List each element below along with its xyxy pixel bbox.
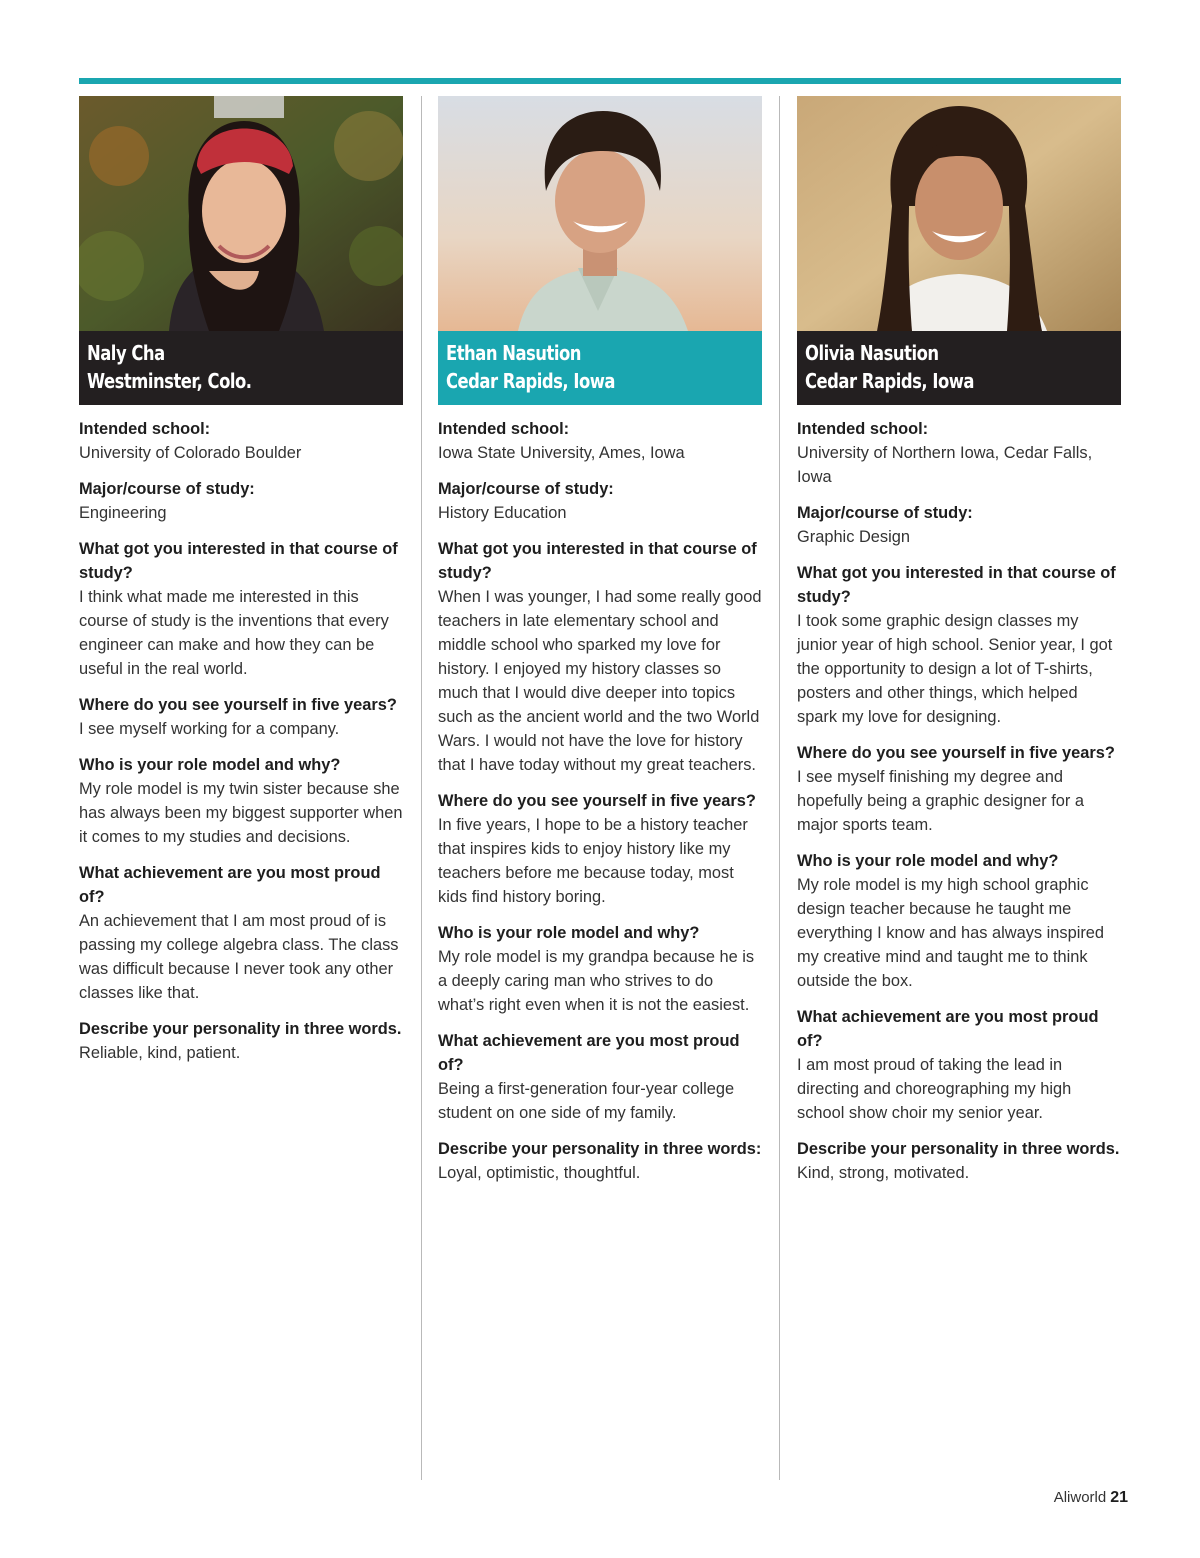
profile-location: Westminster, Colo. xyxy=(87,369,252,393)
qa-item xyxy=(79,753,403,849)
profile-name: Ethan Nasution xyxy=(446,341,581,365)
qa-item xyxy=(79,861,403,1005)
question: What achievement are you most proud of? xyxy=(79,864,381,906)
question: Major/course of study: xyxy=(79,480,255,498)
answer: University of Northern Iowa, Cedar Falls, Iowa xyxy=(797,444,1093,486)
question: Who is your role model and why? xyxy=(438,924,700,942)
profile-name: Naly Cha xyxy=(87,341,165,365)
profile-nameplate xyxy=(79,331,403,405)
answer: My role model is my high school graphic design teacher because he taught me everything I know and has always inspired my creative mind and taught me to think outside the box. xyxy=(797,876,1105,990)
qa-item xyxy=(438,789,762,909)
question: Where do you see yourself in five years? xyxy=(79,696,397,714)
profile-card xyxy=(797,96,1121,1197)
page-folio xyxy=(1054,1489,1128,1507)
qa-item xyxy=(797,1005,1121,1125)
qa-item xyxy=(797,741,1121,837)
question: Describe your personality in three words. xyxy=(79,1020,402,1038)
answer: My role model is my grandpa because he is a deeply caring man who strives to do what’s right even when it is not the easiest. xyxy=(438,948,755,1014)
page-number: 21 xyxy=(1110,1489,1128,1506)
publication-name: Aliworld xyxy=(1053,1489,1107,1506)
question: Describe your personality in three words. xyxy=(797,1140,1120,1158)
profile-photo xyxy=(79,96,403,331)
qa-item xyxy=(79,693,403,741)
question: Intended school: xyxy=(438,420,570,438)
question: Where do you see yourself in five years? xyxy=(797,744,1115,762)
qa-item xyxy=(438,537,762,777)
profile-nameplate xyxy=(797,331,1121,405)
answer: I think what made me interested in this course of study is the inventions that every engineer can make and how they can be useful in the real world. xyxy=(79,588,389,678)
question: Describe your personality in three words: xyxy=(438,1140,762,1158)
profile-photo xyxy=(797,96,1121,331)
profile-nameplate xyxy=(438,331,762,405)
column-divider xyxy=(779,96,780,1480)
question: Intended school: xyxy=(79,420,211,438)
qa-item xyxy=(797,1137,1121,1185)
question: What achievement are you most proud of? xyxy=(438,1032,740,1074)
qa-item xyxy=(438,921,762,1017)
profile-card xyxy=(438,96,762,1197)
answer: My role model is my twin sister because she has always been my biggest supporter when it comes to my studies and decisions. xyxy=(79,780,403,846)
question: What achievement are you most proud of? xyxy=(797,1008,1099,1050)
profile-photo xyxy=(438,96,762,331)
answer: I see myself finishing my degree and hopefully being a graphic designer for a major sports team. xyxy=(797,768,1085,834)
question: Where do you see yourself in five years? xyxy=(438,792,756,810)
profile-card xyxy=(79,96,403,1077)
qa-item xyxy=(79,417,403,465)
answer: I see myself working for a company. xyxy=(79,720,340,738)
question: What got you interested in that course of study? xyxy=(438,540,757,582)
qa-item xyxy=(797,417,1121,489)
answer: An achievement that I am most proud of is passing my college algebra class. The class was difficult because I never took any other classes like that. xyxy=(79,912,399,1002)
answer: I am most proud of taking the lead in directing and choreographing my high school show choir my senior year. xyxy=(797,1056,1072,1122)
qa-item xyxy=(797,849,1121,993)
answer: When I was younger, I had some really good teachers in late elementary school and middle school who sparked my love for history. I enjoyed my history classes so much that I would dive deeper into topics such as the ancient world and the two World Wars. I would not have the love for history that I have today without my great teachers. xyxy=(438,588,762,774)
question: Intended school: xyxy=(797,420,929,438)
answer: Loyal, optimistic, thoughtful. xyxy=(438,1164,641,1182)
answer: In five years, I hope to be a history teacher that inspires kids to enjoy history like my teachers before me because today, most kids find history boring. xyxy=(438,816,748,906)
qa-item xyxy=(438,477,762,525)
profile-name: Olivia Nasution xyxy=(805,341,939,365)
answer: I took some graphic design classes my junior year of high school. Senior year, I got the opportunity to design a lot of T-shirts, posters and other things, which helped spark my love for designing. xyxy=(797,612,1113,726)
answer: History Education xyxy=(438,504,567,522)
profile-location: Cedar Rapids, Iowa xyxy=(805,369,974,393)
column-divider xyxy=(421,96,422,1480)
answer: Engineering xyxy=(79,504,167,522)
qa-item xyxy=(438,1137,762,1185)
answer: Graphic Design xyxy=(797,528,910,546)
qa-item xyxy=(438,1029,762,1125)
answer: Iowa State University, Ames, Iowa xyxy=(438,444,685,462)
qa-item xyxy=(79,537,403,681)
answer: Kind, strong, motivated. xyxy=(797,1164,970,1182)
qa-item xyxy=(79,477,403,525)
question: Who is your role model and why? xyxy=(79,756,341,774)
question: Major/course of study: xyxy=(438,480,614,498)
qa-item xyxy=(797,561,1121,729)
question: What got you interested in that course of study? xyxy=(797,564,1116,606)
answer: University of Colorado Boulder xyxy=(79,444,302,462)
question: Major/course of study: xyxy=(797,504,973,522)
qa-item xyxy=(438,417,762,465)
question: What got you interested in that course of study? xyxy=(79,540,398,582)
answer: Being a first-generation four-year college student on one side of my family. xyxy=(438,1080,735,1122)
profile-location: Cedar Rapids, Iowa xyxy=(446,369,615,393)
top-accent-rule xyxy=(79,78,1121,84)
question: Who is your role model and why? xyxy=(797,852,1059,870)
qa-item xyxy=(79,1017,403,1065)
answer: Reliable, kind, patient. xyxy=(79,1044,241,1062)
qa-item xyxy=(797,501,1121,549)
